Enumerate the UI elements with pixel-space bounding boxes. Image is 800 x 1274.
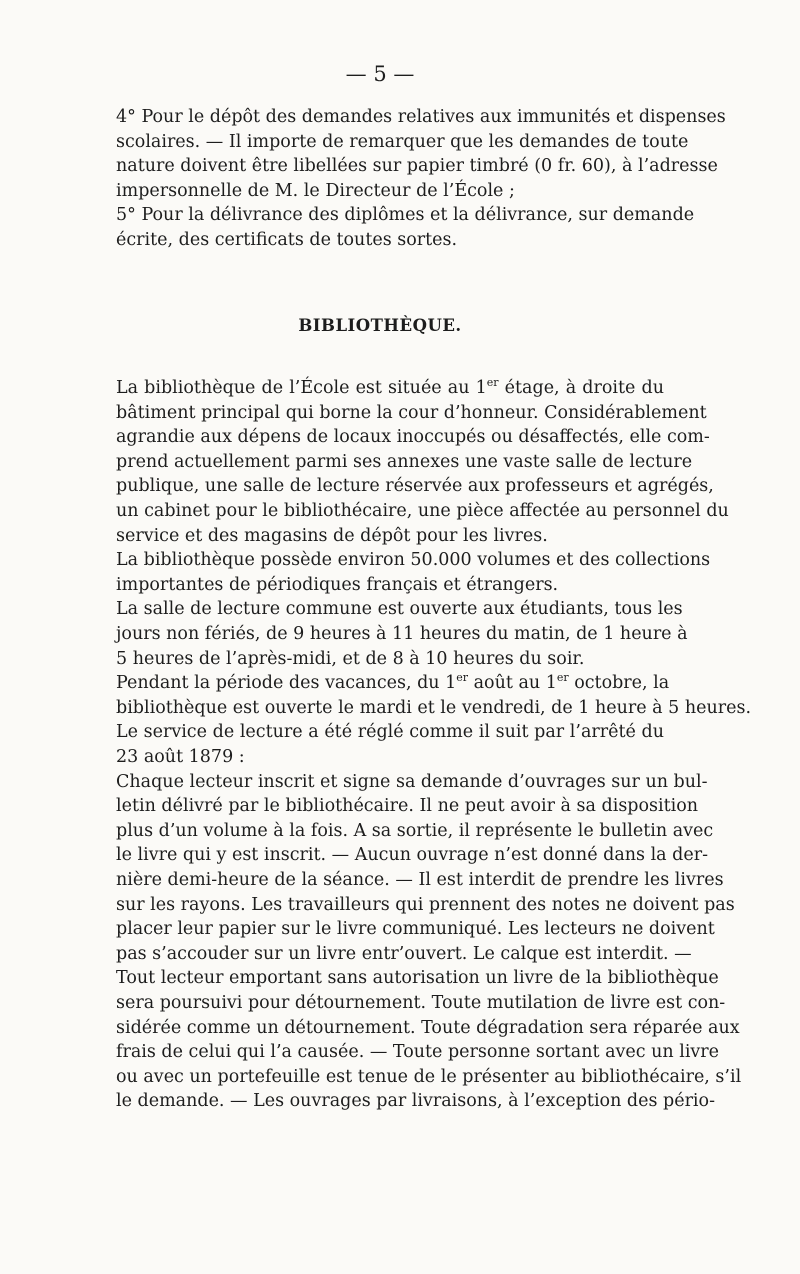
text-line: letin délivré par le bibliothécaire. Il ne peut avoir à sa disposition [116,796,699,817]
text-line: Pendant la période des vacances, du 1er août au 1er octobre, la [116,671,670,694]
text-line: bibliothèque est ouverte le mardi et le vendredi, de 1 heure à 5 heures. [116,697,752,718]
text-line: scolaires. — Il importe de remarquer que les demandes de toute [116,131,689,152]
text-line: prend actuellement parmi ses annexes une vaste salle de lecture [116,451,693,472]
text-line: 23 août 1879 : [116,747,245,767]
text-line: La salle de lecture commune est ouverte aux étudiants, tous les [116,599,683,620]
text-line: La bibliothèque possède environ 50.000 volumes et des collections [116,550,711,571]
page-number: — 5 — [345,62,415,86]
text-line: impersonnelle de M. le Directeur de l’École ; [116,180,515,201]
text-line: un cabinet pour le bibliothécaire, une pièce affectée au personnel du [116,501,729,521]
text-line: ou avec un portefeuille est tenue de le présenter au bibliothécaire, s’il [116,1066,742,1087]
text-line: sera poursuivi pour détournement. Toute mutilation de livre est con- [116,993,726,1013]
text-line: service et des magasins de dépôt pour les livres. [116,525,548,546]
text-line: sidérée comme un détournement. Toute dégradation sera réparée aux [116,1017,740,1038]
text-line: agrandie aux dépens de locaux inoccupés ou désaffectés, elle com- [116,427,710,448]
text-line: jours non fériés, de 9 heures à 11 heures du matin, de 1 heure à [116,624,688,644]
text-line: sur les rayons. Les travailleurs qui prennent des notes ne doivent pas [116,894,735,915]
text-line: bâtiment principal qui borne la cour d’honneur. Considérablement [116,402,707,423]
text-line: le demande. — Les ouvrages par livraisons, à l’exception des pério- [116,1091,715,1112]
text-line: nature doivent être libellées sur papier timbré (0 fr. 60), à l’adresse [116,156,718,177]
text-line: écrite, des certificats de toutes sortes. [116,230,458,250]
text-line: plus d’un volume à la fois. A sa sortie, il représente le bulletin avec [116,820,714,841]
text-line: publique, une salle de lecture réservée aux professeurs et agrégés, [116,476,714,497]
text-line: nière demi-heure de la séance. — Il est interdit de prendre les livres [116,870,724,890]
text-line: frais de celui qui l’a causée. — Toute personne sortant avec un livre [116,1042,720,1063]
text-line: Chaque lecteur inscrit et signe sa demande d’ouvrages sur un bul- [116,771,708,792]
text-line: pas s’accouder sur un livre entr’ouvert. Le calque est interdit. — [116,943,692,964]
text-line: 5 heures de l’après-midi, et de 8 à 10 heures du soir. [116,648,585,669]
library-section [116,375,752,1113]
top-section [116,104,726,252]
text-line: Le service de lecture a été réglé comme il suit par l’arrêté du [116,722,664,743]
section-title: BIBLIOTHÈQUE. [298,316,462,335]
text-line: Tout lecteur emportant sans autorisation un livre de la bibliothèque [116,968,719,989]
text-line: placer leur papier sur le livre communiqué. Les lecteurs ne doivent [116,919,715,940]
text-line: le livre qui y est inscrit. — Aucun ouvrage n’est donné dans la der- [116,845,709,866]
text-line: 5° Pour la délivrance des diplômes et la délivrance, sur demande [116,205,695,226]
text-line: 4° Pour le dépôt des demandes relatives aux immunités et dispenses [116,107,726,127]
text-line: La bibliothèque de l’École est située au 1er étage, à droite du [116,376,664,398]
text-line: importantes de périodiques français et étrangers. [116,574,559,595]
